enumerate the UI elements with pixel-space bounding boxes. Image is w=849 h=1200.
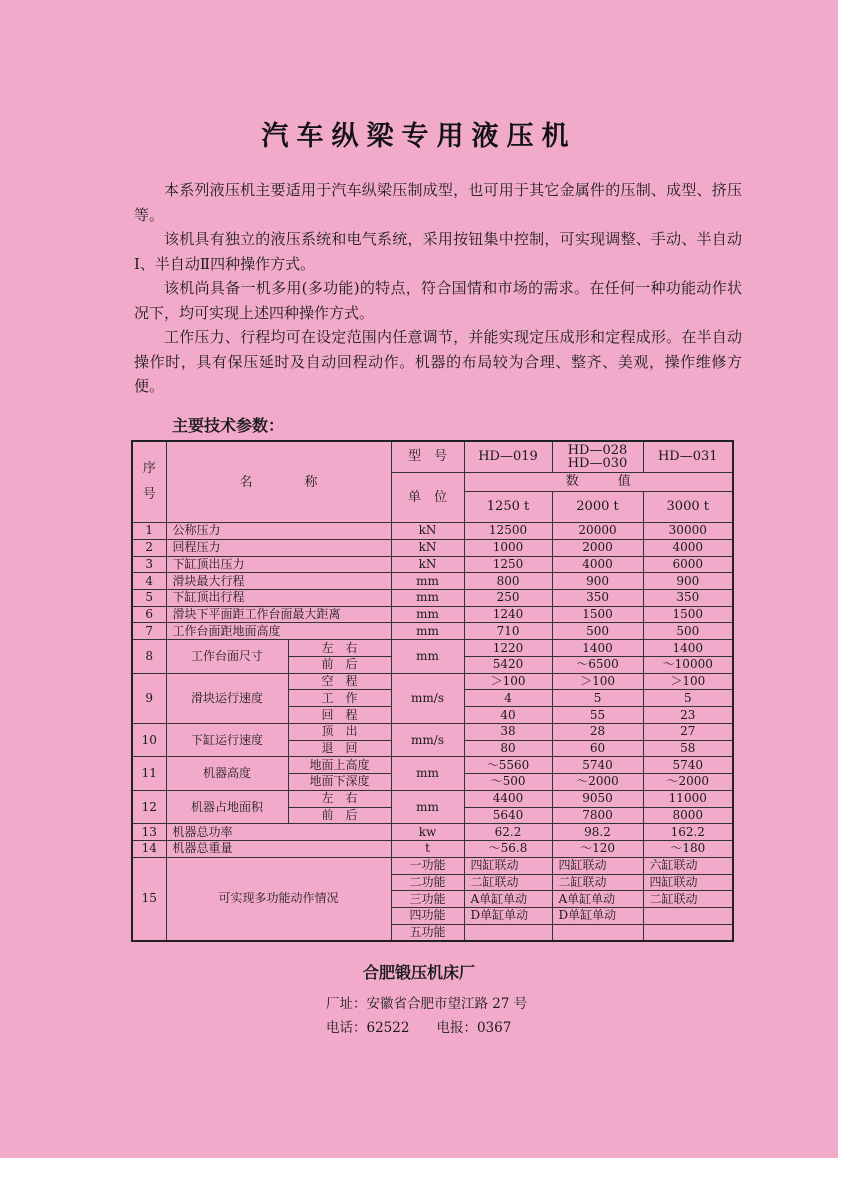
function-label: 四功能 (391, 907, 464, 924)
param-unit: mm (391, 640, 464, 673)
row-number: 5 (132, 590, 166, 607)
param-unit: kN (391, 539, 464, 556)
param-value: ～500 (464, 774, 552, 791)
function-value: 二缸联动 (552, 874, 643, 891)
table-row (132, 673, 733, 690)
param-value: 28 (552, 723, 643, 740)
param-value: 4000 (552, 556, 643, 573)
param-unit: mm/s (391, 673, 464, 723)
param-value: 500 (643, 623, 733, 640)
company-name: 合肥锻压机床厂 (362, 963, 475, 982)
header-model: HD—031 (643, 441, 733, 472)
row-number: 10 (132, 723, 166, 756)
param-value: 900 (552, 573, 643, 590)
sub-param-name: 左 右 (288, 640, 391, 657)
param-value: ＞100 (643, 673, 733, 690)
param-value: 5420 (464, 656, 552, 673)
param-value: 23 (643, 707, 733, 724)
param-name: 机器高度 (166, 757, 288, 790)
param-value: ＞100 (464, 673, 552, 690)
table-row (132, 757, 733, 774)
table-row (132, 606, 733, 623)
param-value: 11000 (643, 790, 733, 807)
function-label: 二功能 (391, 874, 464, 891)
param-unit: mm (391, 623, 464, 640)
param-unit: mm (391, 790, 464, 823)
row-number: 13 (132, 824, 166, 841)
function-label: 一功能 (391, 857, 464, 874)
param-unit: t (391, 841, 464, 858)
param-value: ～2000 (552, 774, 643, 791)
param-name: 滑块下平面距工作台面最大距离 (166, 606, 391, 623)
param-value: 6000 (643, 556, 733, 573)
function-value: 二缸联动 (464, 874, 552, 891)
header-model-label: 型 号 (391, 441, 464, 472)
header-row (132, 441, 733, 472)
param-value: 1400 (643, 640, 733, 657)
table-row (132, 556, 733, 573)
function-value (643, 924, 733, 941)
function-label: 三功能 (391, 891, 464, 908)
param-unit: kN (391, 523, 464, 540)
param-unit: mm (391, 573, 464, 590)
param-value: 162.2 (643, 824, 733, 841)
param-value: 350 (643, 590, 733, 607)
header-model: HD—028 HD—030 (552, 441, 643, 472)
param-value: 1220 (464, 640, 552, 657)
param-value: 4400 (464, 790, 552, 807)
param-value: 98.2 (552, 824, 643, 841)
param-unit: mm (391, 757, 464, 790)
header-unit-label: 单 位 (391, 472, 464, 522)
param-name: 工作台面尺寸 (166, 640, 288, 673)
table-row (132, 623, 733, 640)
function-value: A单缸单动 (552, 891, 643, 908)
company-address: 厂址：安徽省合肥市望江路 27 号 (326, 996, 528, 1012)
param-value: 4 (464, 690, 552, 707)
table-row (132, 723, 733, 740)
param-value: ～180 (643, 841, 733, 858)
row-number: 7 (132, 623, 166, 640)
param-value: 8000 (643, 807, 733, 824)
sub-param-name: 退 回 (288, 740, 391, 757)
param-value: 5640 (464, 807, 552, 824)
param-value: 5 (643, 690, 733, 707)
param-name: 回程压力 (166, 539, 391, 556)
param-value: 58 (643, 740, 733, 757)
header-tonnage: 3000 t (643, 491, 733, 522)
table-row (132, 539, 733, 556)
param-value: 40 (464, 707, 552, 724)
param-value: 80 (464, 740, 552, 757)
param-name: 机器总功率 (166, 824, 391, 841)
header-model: HD—019 (464, 441, 552, 472)
param-value: 1000 (464, 539, 552, 556)
row-number: 15 (132, 857, 166, 941)
param-value: 800 (464, 573, 552, 590)
row-number: 1 (132, 523, 166, 540)
function-value: 二缸联动 (643, 891, 733, 908)
table-row (132, 790, 733, 807)
table-row (132, 841, 733, 858)
sub-param-name: 回 程 (288, 707, 391, 724)
param-value: 55 (552, 707, 643, 724)
param-value: 350 (552, 590, 643, 607)
intro-paragraph: 工作压力、行程均可在设定范围内任意调节，并能实现定压成形和定程成形。在半自动操作时，具有保压延时及自动回程动作。机器的布局较为合理、整齐、美观，操作维修方便。 (134, 328, 742, 395)
function-value: 六缸联动 (643, 857, 733, 874)
function-value: D单缸单动 (552, 907, 643, 924)
spec-heading: 主要技术参数： (172, 416, 285, 435)
table-row (132, 573, 733, 590)
company-phone: 电话：62522 电报：0367 (326, 1020, 512, 1036)
param-unit: mm (391, 590, 464, 607)
sub-param-name: 前 后 (288, 656, 391, 673)
spec-table (131, 440, 734, 942)
page-title: 汽车纵梁专用液压机 (261, 121, 577, 152)
param-value: ＞100 (552, 673, 643, 690)
param-value: 60 (552, 740, 643, 757)
intro-paragraph: 该机具有独立的液压系统和电气系统，采用按钮集中控制，可实现调整、手动、半自动Ⅰ、半自动Ⅱ四种操作方式。 (134, 230, 742, 273)
sub-param-name: 空 程 (288, 673, 391, 690)
param-value: 500 (552, 623, 643, 640)
intro-paragraph: 该机尚具备一机多用(多功能)的特点，符合国情和市场的需求。在任何一种功能动作状况下，均可实现上述四种操作方式。 (134, 279, 742, 322)
table-row (132, 523, 733, 540)
table-row (132, 590, 733, 607)
param-name: 可实现多功能动作情况 (166, 857, 391, 941)
function-label: 五功能 (391, 924, 464, 941)
row-number: 9 (132, 673, 166, 723)
table-row (132, 824, 733, 841)
intro-paragraph: 本系列液压机主要适用于汽车纵梁压制成型，也可用于其它金属件的压制、成型、挤压等。 (134, 181, 742, 224)
param-value: 38 (464, 723, 552, 740)
function-value: 四缸联动 (552, 857, 643, 874)
function-value: A单缸单动 (464, 891, 552, 908)
param-name: 工作台面距地面高度 (166, 623, 391, 640)
function-value: 四缸联动 (643, 874, 733, 891)
param-value: ～10000 (643, 656, 733, 673)
row-number: 4 (132, 573, 166, 590)
header-tonnage: 1250 t (464, 491, 552, 522)
param-name: 下缸顶出行程 (166, 590, 391, 607)
table-row (132, 857, 733, 874)
row-number: 6 (132, 606, 166, 623)
param-name: 机器占地面积 (166, 790, 288, 823)
param-value: 7800 (552, 807, 643, 824)
row-number: 14 (132, 841, 166, 858)
sub-param-name: 地面下深度 (288, 774, 391, 791)
param-value: 710 (464, 623, 552, 640)
row-number: 8 (132, 640, 166, 673)
row-number: 3 (132, 556, 166, 573)
param-value: 1400 (552, 640, 643, 657)
param-value: 1500 (643, 606, 733, 623)
param-value: 1250 (464, 556, 552, 573)
row-number: 11 (132, 757, 166, 790)
function-value (643, 907, 733, 924)
param-value: 5 (552, 690, 643, 707)
param-value: 30000 (643, 523, 733, 540)
param-name: 机器总重量 (166, 841, 391, 858)
param-value: 9050 (552, 790, 643, 807)
param-value: 27 (643, 723, 733, 740)
param-unit: kN (391, 556, 464, 573)
header-name: 名 称 (166, 441, 391, 523)
row-number: 2 (132, 539, 166, 556)
param-value: 2000 (552, 539, 643, 556)
row-number: 12 (132, 790, 166, 823)
param-value: ～56.8 (464, 841, 552, 858)
param-value: 12500 (464, 523, 552, 540)
param-value: 1500 (552, 606, 643, 623)
header-tonnage: 2000 t (552, 491, 643, 522)
intro-text (134, 178, 742, 399)
param-value: 1240 (464, 606, 552, 623)
param-value: ～6500 (552, 656, 643, 673)
param-unit: mm/s (391, 723, 464, 756)
spec-table-body (132, 441, 733, 941)
param-name: 滑块最大行程 (166, 573, 391, 590)
sub-param-name: 顶 出 (288, 723, 391, 740)
function-value: 四缸联动 (464, 857, 552, 874)
param-unit: mm (391, 606, 464, 623)
sub-param-name: 工 作 (288, 690, 391, 707)
param-value: 4000 (643, 539, 733, 556)
param-value: 62.2 (464, 824, 552, 841)
param-name: 下缸顶出压力 (166, 556, 391, 573)
param-value: 20000 (552, 523, 643, 540)
param-name: 下缸运行速度 (166, 723, 288, 756)
param-value: ～120 (552, 841, 643, 858)
header-seq: 序 号 (132, 441, 166, 523)
table-row (132, 640, 733, 657)
param-name: 公称压力 (166, 523, 391, 540)
function-value (552, 924, 643, 941)
param-unit: kw (391, 824, 464, 841)
param-name: 滑块运行速度 (166, 673, 288, 723)
sub-param-name: 前 后 (288, 807, 391, 824)
param-value: 250 (464, 590, 552, 607)
sub-param-name: 地面上高度 (288, 757, 391, 774)
function-value: D单缸单动 (464, 907, 552, 924)
header-values-label: 数 值 (464, 472, 733, 491)
param-value: 5740 (643, 757, 733, 774)
param-value: ～2000 (643, 774, 733, 791)
param-value: 5740 (552, 757, 643, 774)
param-value: ～5560 (464, 757, 552, 774)
function-value (464, 924, 552, 941)
sub-param-name: 左 右 (288, 790, 391, 807)
param-value: 900 (643, 573, 733, 590)
